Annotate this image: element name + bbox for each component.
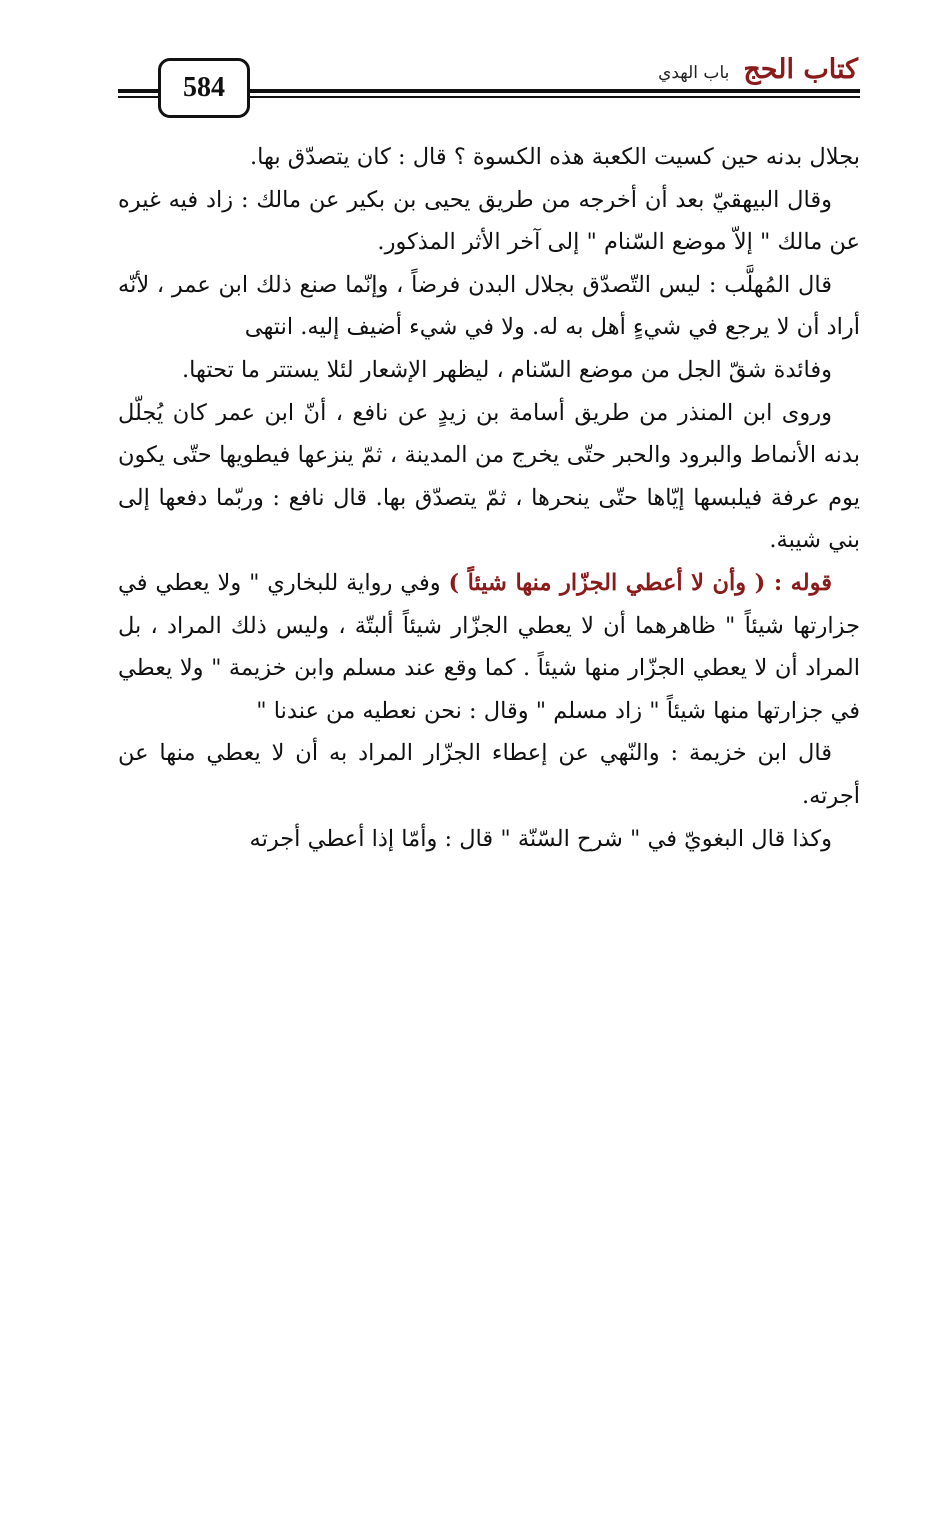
running-head xyxy=(658,54,858,85)
paragraph: قال ابن خزيمة : والنّهي عن إعطاء الجزّار المراد به أن لا يعطي منها عن أجرته. xyxy=(118,740,860,809)
paragraph: وروى ابن المنذر من طريق أسامة بن زيدٍ عن نافع ، أنّ ابن عمر كان يُجلّل بدنه الأنماط والبرود والحبر حتّى يخرج من المدينة ، ثمّ ينزعها فيطويها حتّى يكون يوم عرفة فيلبسها إيّاها حتّى ينحرها ، ثمّ يتصدّق بها. قال نافع : وربّما دفعها إلى بني شيبة. xyxy=(118,399,860,554)
body-text xyxy=(118,136,860,860)
paragraph: قال المُهلَّب : ليس التّصدّق بجلال البدن فرضاً ، وإنّما صنع ذلك ابن عمر ، لأنّه أراد أن لا يرجع في شيءٍ أهل به له. ولا في شيء أضيف إليه. انتهى xyxy=(118,271,860,341)
page-number: 584 xyxy=(158,58,250,118)
paragraph: بجلال بدنه حين كسيت الكعبة هذه الكسوة ؟ قال : كان يتصدّق بها. xyxy=(249,144,860,170)
quoted-lemma: قوله : ( وأن لا أعطي الجزّار منها شيئاً ) xyxy=(448,569,832,596)
book-title: كتاب الحج xyxy=(743,54,858,85)
paragraph: وقال البيهقيّ بعد أن أخرجه من طريق يحيى بن بكير عن مالك : زاد فيه غيره عن مالك " إلاّ موضع السّنام " إلى آخر الأثر المذكور. xyxy=(118,186,860,256)
page-header xyxy=(118,44,860,114)
paragraph: قوله : ( وأن لا أعطي الجزّار منها شيئاً ) وفي رواية للبخاري " ولا يعطي في جزارتها شيئاً " ظاهرهما أن لا يعطي الجزّار شيئاً ألبتّة ، وليس ذلك المراد ، بل المراد أن لا يعطي الجزّار منها شيئاً . كما وقع عند مسلم وابن خزيمة " ولا يعطي في جزارتها منها شيئاً " زاد مسلم " وقال : نحن نعطيه من عندنا " xyxy=(118,569,860,724)
paragraph: وفائدة شقّ الجل من موضع السّنام ، ليظهر الإشعار لئلا يستتر ما تحتها. xyxy=(181,356,832,383)
paragraph: وكذا قال البغويّ في " شرح السّنّة " قال : وأمّا إذا أعطي أجرته xyxy=(249,825,832,852)
chapter-title: باب الهدي xyxy=(658,63,730,83)
